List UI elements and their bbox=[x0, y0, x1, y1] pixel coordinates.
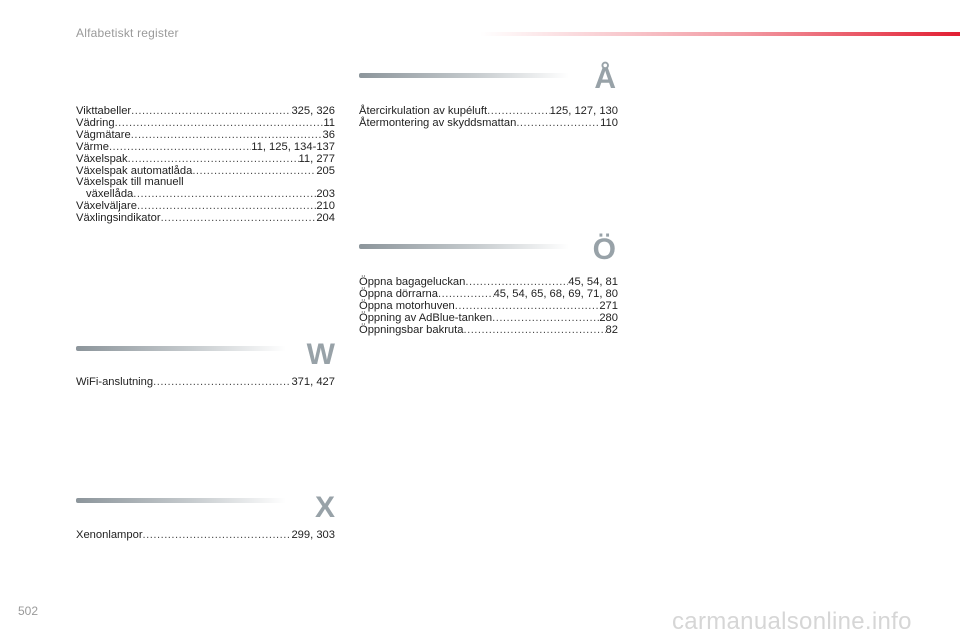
entry-term: växellåda bbox=[86, 188, 134, 201]
section-divider-a-ring bbox=[359, 73, 569, 78]
dot-leader bbox=[109, 142, 251, 154]
section-divider-w bbox=[76, 346, 286, 351]
index-list-o-uml bbox=[359, 277, 618, 337]
index-list-w bbox=[76, 377, 335, 389]
entry-pages: 204 bbox=[316, 212, 335, 225]
dot-leader bbox=[131, 106, 291, 118]
index-entry bbox=[76, 154, 335, 166]
entry-pages: 325, 326 bbox=[291, 105, 335, 117]
entry-term: Öppningsbar bakruta bbox=[359, 323, 464, 336]
entry-pages: 11, 125, 134-137 bbox=[251, 140, 335, 153]
index-list-a-ring bbox=[359, 106, 618, 130]
entry-term: Vägmätare bbox=[76, 128, 131, 141]
index-entry bbox=[359, 325, 618, 337]
index-entry bbox=[359, 313, 618, 325]
index-entry bbox=[76, 130, 335, 142]
entry-pages: 45, 54, 65, 68, 69, 71, 80 bbox=[493, 287, 618, 300]
section-divider-x bbox=[76, 498, 286, 503]
entry-pages: 210 bbox=[316, 200, 335, 213]
index-entry bbox=[76, 377, 335, 389]
entry-term: WiFi-anslutning bbox=[76, 376, 154, 388]
index-entry bbox=[76, 142, 335, 154]
entry-pages: 203 bbox=[316, 188, 335, 201]
page-header-title: Alfabetiskt register bbox=[76, 26, 179, 40]
entry-term: Värme bbox=[76, 140, 109, 153]
dot-leader bbox=[516, 118, 600, 130]
entry-term: Öppna dörrarna bbox=[359, 287, 438, 300]
entry-term: Växelspak automatlåda bbox=[76, 164, 193, 177]
entry-term: Återcirkulation av kupéluft bbox=[359, 105, 488, 117]
section-letter-x: X bbox=[314, 491, 335, 524]
section-letter-o-uml: Ö bbox=[592, 233, 616, 266]
entry-pages: 11 bbox=[323, 116, 335, 129]
dot-leader bbox=[463, 325, 605, 337]
index-list-x bbox=[76, 530, 335, 542]
entry-pages: 205 bbox=[316, 164, 335, 177]
entry-pages: 36 bbox=[322, 128, 335, 141]
entry-term: Xenonlampor bbox=[76, 529, 143, 541]
entry-term: Växlingsindikator bbox=[76, 212, 161, 225]
entry-term: Öppning av AdBlue-tanken bbox=[359, 311, 493, 324]
dot-leader bbox=[137, 201, 316, 213]
entry-pages: 110 bbox=[600, 116, 618, 129]
entry-term: Växelspak till manuell bbox=[76, 176, 184, 189]
page-number: 502 bbox=[18, 604, 39, 618]
index-list-v bbox=[76, 106, 335, 225]
dot-leader bbox=[128, 154, 299, 166]
index-entry bbox=[76, 530, 335, 542]
dot-leader bbox=[143, 530, 292, 542]
dot-leader bbox=[455, 301, 600, 313]
index-entry bbox=[359, 118, 618, 130]
entry-term: Vikttabeller bbox=[76, 105, 132, 117]
dot-leader bbox=[192, 166, 316, 178]
entry-pages: 82 bbox=[605, 323, 618, 336]
entry-term: Växelspak bbox=[76, 152, 128, 165]
entry-pages: 125, 127, 130 bbox=[549, 105, 618, 117]
section-divider-o-uml bbox=[359, 244, 569, 249]
entry-term: Vädring bbox=[76, 116, 115, 129]
entry-term: Växelväljare bbox=[76, 200, 137, 213]
entry-pages: 45, 54, 81 bbox=[568, 276, 618, 288]
entry-pages: 371, 427 bbox=[291, 376, 335, 388]
entry-pages: 280 bbox=[599, 311, 618, 324]
dot-leader bbox=[133, 189, 316, 201]
index-entry bbox=[76, 213, 335, 225]
entry-term: Öppna motorhuven bbox=[359, 299, 455, 312]
dot-leader bbox=[161, 213, 317, 225]
header-accent-bar bbox=[480, 32, 960, 36]
dot-leader bbox=[131, 130, 323, 142]
entry-term: Återmontering av skyddsmattan bbox=[359, 116, 517, 129]
dot-leader bbox=[153, 377, 291, 389]
dot-leader bbox=[115, 118, 324, 130]
entry-pages: 299, 303 bbox=[291, 529, 335, 541]
entry-pages: 271 bbox=[599, 299, 618, 312]
entry-pages: 11, 277 bbox=[298, 152, 335, 165]
section-letter-a-ring: Å bbox=[594, 62, 616, 95]
watermark-text: carmanualsonline.info bbox=[672, 608, 912, 635]
index-entry bbox=[359, 301, 618, 313]
entry-term: Öppna bagageluckan bbox=[359, 276, 466, 288]
section-letter-w: W bbox=[306, 338, 335, 371]
dot-leader bbox=[492, 313, 599, 325]
index-entry bbox=[76, 106, 335, 118]
